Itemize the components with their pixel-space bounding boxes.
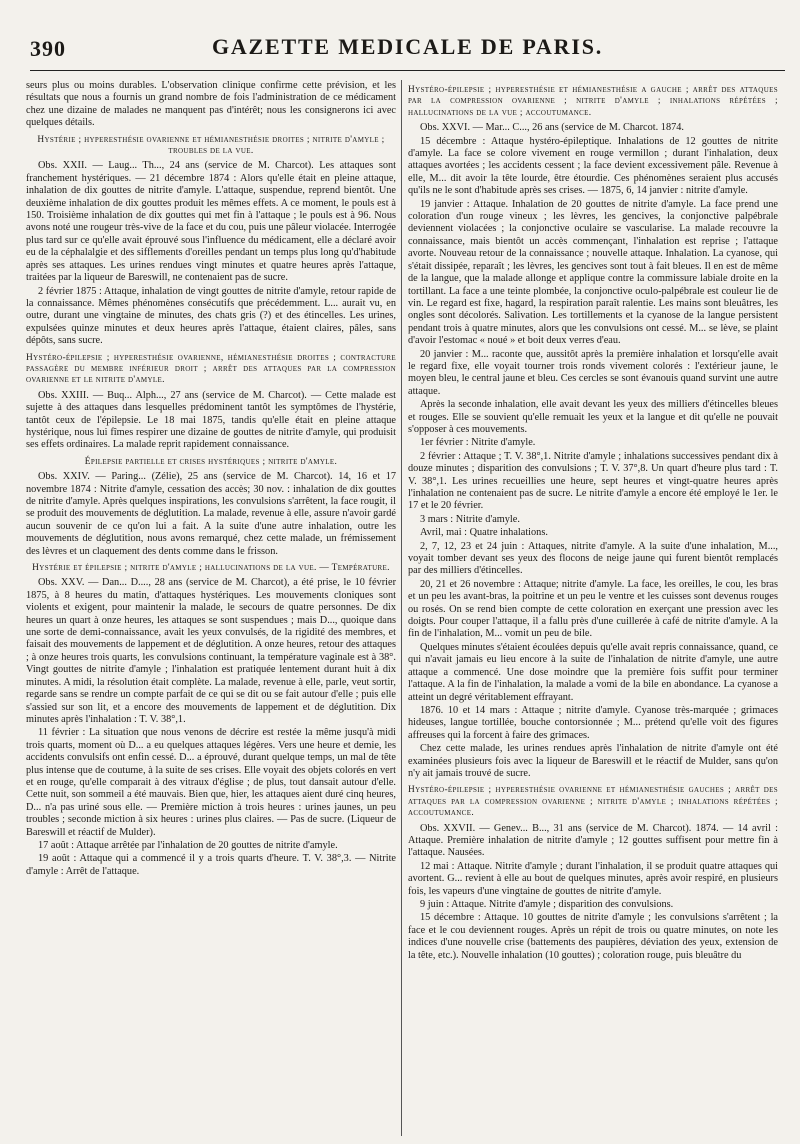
section-heading: Hystérie et épilepsie ; nitrite d'amyle ; hallucinations de la vue. — Température. — [32, 563, 390, 574]
section-heading: Hystéro-épilepsie ; hyperesthésie et hémianesthésie a gauche ; arrêt des attaques par la compression ovarienne ; nitrite d'amyle ; inhalations répétées ; hallucinations de la vue ; accoutumance. — [408, 85, 778, 118]
paragraph: Obs. XXV. — Dan... D...., 28 ans (service de M. Charcot), a été prise, le 10 février 1875, à 8 heures du matin, d'attaques hystériques. Les mouvements cloniques sont violents et exigent, pour maintenir la malade, le secours de quatre personnes. De dix heures un quart à onze heures, les attaques se sont suspendues ; mais D..., quoique dans une sorte de demi-connaissance, avait les yeux convulsés, de la rigidité des membres, et faisait des mouvements de lappement et de déglutition. A onze heures, retour des attaques ; à onze heures trois quarts, les convulsions continuant, la température vaginale est à 38°. Vingt gouttes de nitrite d'amyle ; l'inhalation est pratiquée lentement durant huit à dix minutes. A midi, la résolution était complète. La malade, revenue à elle, parle, veut sortir, regarde sans se rendre un compte parfait de ce qui se dit ou se fait autour d'elle ; puis elle s'assied sur son lit, et a encore des mouvements de lappement et de déglutition. Dix minutes après l'inhalation : T. V. 38°,1. — [26, 577, 396, 725]
paragraph: Obs. XXIII. — Buq... Alph..., 27 ans (service de M. Charcot). — Cette malade est sujette à des attaques dans lesquelles prédominent tantôt les symptômes de l'hystérie, tantôt ceux de l'épilepsie. Le 18 mai 1875, tandis qu'elle était en pleine attaque hystérique, nous lui fîmes respirer une dizaine de gouttes de nitrite d'amyle, qui produisit ses effets ordinaires. La malade reprit rapidement connaissance. — [26, 389, 396, 451]
paragraph: 20 janvier : M... raconte que, aussitôt après la première inhalation et lorsqu'elle avait le regard fixe, elle voyait tourner trois ronds vivement colorés : l'extérieur jaune, le moyen bleu, le central jaune et bleu. Ces cercles se sont évanouis quand survint une autre attaque. — [408, 348, 778, 397]
right-column — [408, 80, 778, 1140]
paragraph: Quelques minutes s'étaient écoulées depuis qu'elle avait repris connaissance, quand, ce qui n'avait jamais eu lieu encore à la suite de l'inhalation de nitrite d'amyle, une autre attaque a commencé. Une dose moindre que la première fois suffit pour terminer l'attaque. A la fin de l'inhalation, la malade a vomi de la bile en abondance. La cyanose a atteint un degré véritablement effrayant. — [408, 641, 778, 703]
paragraph: 15 décembre : Attaque. 10 gouttes de nitrite d'amyle ; les convulsions s'arrêtent ; la face et le cou deviennent rouges. Après un répit de trois ou quatre minutes, on note les indices d'une nouvelle crise (battements des paupières, déviation des yeux, extension de la tête, etc.). Nouvelle inhalation (10 gouttes) ; coloration rouge, puis bleuâtre du — [408, 912, 778, 961]
paragraph: 19 août : Attaque qui a commencé il y a trois quarts d'heure. T. V. 38°,3. — Nitrite d'amyle : Arrêt de l'attaque. — [26, 853, 396, 877]
paragraph: 11 février : La situation que nous venons de décrire est restée la même jusqu'à midi trois quarts, moment où D... a eu quelques attaques légères. Vers une heure et demie, les accidents convulsifs ont enfin cessé. D... a éprouvé, durant quelque temps, un mal de tête plus intense que de coutume, à la suite de ses crises. Elle voyait des objets colorés en vert et en rouge, qu'elle comparait à des vitraux d'église ; de plus, tout dansait autour d'elle. Cette nuit, son sommeil a été mauvais. Bien que, hier, les attaques aient duré cinq heures, D... n'a pas uriné sous elle. — Première miction à trois heures : urines jaunes, un peu troubles ; seconde miction à six heures : urines plus claires. — Pas de sucre. (Liqueur de Bareswill et réactif de Mulder). — [26, 727, 396, 838]
paragraph: Obs. XXIV. — Paring... (Zélie), 25 ans (service de M. Charcot). 14, 16 et 17 novembre 1874 : Nitrite d'amyle, cessation des accès; 30 nov. : inhalation de dix gouttes de nitrite d'amyle. Après quelques inspirations, les convulsions s'arrêtent, la face rougit, il se produit des mouvements de déglutition. La malade, revenue à elle, assure n'avoir gardé aucun souvenir de ce qu'on lui a fait. A la suite d'une autre inhalation, outre les mouvements de déglutition, nous avons remarqué, chez cette malade, un frémissement des lèvres et un claquement des dents comme dans le frisson. — [26, 471, 396, 557]
paragraph: 9 juin : Attaque. Nitrite d'amyle ; disparition des convulsions. — [420, 899, 674, 910]
page-header — [30, 20, 785, 71]
paragraph: 20, 21 et 26 novembre : Attaque; nitrite d'amyle. La face, les oreilles, le cou, les bras et un peu les avant-bras, la poitrine et un peu le ventre et les cuisses sont devenus rouges ou rosés. On se rend bien compte de cette coloration en exerçant une pression avec les doigts. Pour couper l'attaque, il a fallu près d'une cuillerée à café de nitrite d'amyle. A la fin de l'inhalation, M... vomit un peu de bile. — [408, 578, 778, 640]
paragraph: Obs. XXVI. — Mar... C..., 26 ans (service de M. Charcot. 1874. — [420, 122, 684, 134]
section-heading: Hystéro-épilepsie ; hyperesthésie ovarienne, hémianesthésie droites ; contracture passagère du membre inférieur droit ; arrêt des attaques par la compression ovarienne et le nitrite d'amyle. — [26, 352, 396, 386]
left-column — [26, 80, 396, 1140]
section-heading: Hystéro-épilepsie ; hyperesthésie ovarienne et hémianesthésie gauches ; arrêt des attaques par la compression ovarienne ; nitrite d'amyle ; inhalations répétées ; accoutumance. — [408, 785, 778, 819]
column-divider — [401, 80, 402, 1136]
paragraph: 19 janvier : Attaque. Inhalation de 20 gouttes de nitrite d'amyle. La face prend une coloration d'un rouge vineux ; les lèvres, les gencives, la conjonctive palpébrale deviennent violacées ; la conjonctive oculaire se vascularise. La malade recouvre la connaissance, mais bientôt un accès commençant, l'inhalation est reprise ; l'attaque avorte. Nouveau retour de la connaissance ; nouvelle attaque. Inhalation. La cyanose, qui s'était dissipée, reparaît ; les lèvres, les gencives sont tout à fait bleues. Il en est de même de la langue, que la malade allonge et applique contre la commissure labiale droite en la tortillant. La face a une teinte plombée, la conjonctive oculo-palpébrale est couleur lie de vin. Le regard est fixe, hagard, la respiration paraît ralentie. Les mains sont bleuâtres, les ongles sont décolorés. Salivation. Les tortillements et la cyanose de la langue persistent pendant trois à quatre minutes, alors que les convulsions ont cessé. M... se lève, se plaint d'avoir l'estomac « noué » et boit deux verres d'eau. — [408, 198, 778, 347]
paragraph: 3 mars : Nitrite d'amyle. — [420, 513, 520, 525]
paragraph: Après la seconde inhalation, elle avait devant les yeux des milliers d'étincelles bleues et rouges. Elle se souvient qu'elle remuait les yeux et la langue et dit qu'elle ne pouvait s'opposer à ces mouvements. — [408, 399, 778, 435]
paragraph: Avril, mai : Quatre inhalations. — [420, 527, 548, 539]
page-number: 390 — [30, 36, 66, 61]
paragraph: 2 février : Attaque ; T. V. 38°,1. Nitrite d'amyle ; inhalations successives pendant dix à douze minutes ; disparition des convulsions ; T. V. 37°,8. Un quart d'heure plus tard : T. V. 38°,1. Les urines recueillies une heure, sept heures et vingt-quatre heures après l'inhalation ne contenaient pas de sucre. Le nitrite d'amyle a encore été employé le 1er. le 17 et le 20 février. — [408, 450, 778, 512]
paragraph: 1876. 10 et 14 mars : Attaque ; nitrite d'amyle. Cyanose très-marquée ; grimaces hideuses, langue tortillée, bouche contorsionnée ; M... prétend qu'elle voit des figures affreuses qui la forcent à faire des grimaces. — [408, 704, 778, 741]
paragraph: 12 mai : Attaque. Nitrite d'amyle ; durant l'inhalation, il se produit quatre attaques qui avortent. G... revient à elle au bout de quelques minutes, après avoir respiré, en plusieurs fois, les vapeurs d'une vingtaine de gouttes de nitrite d'amyle. — [408, 860, 778, 897]
paragraph: 2, 7, 12, 23 et 24 juin : Attaques, nitrite d'amyle. A la suite d'une inhalation, M..., voyait tomber devant ses yeux des flocons de neige jaune qui furent bientôt remplacés par des milliers d'étincelles. — [408, 540, 778, 577]
paragraph: 15 décembre : Attaque hystéro-épileptique. Inhalations de 12 gouttes de nitrite d'amyle. La face se colore vivement en rouge vermillon ; durant l'inhalation, deux attaques avortées ; les accidents cessent ; la face devient excessivement pâle. Revenue à elle, M... dit avoir la tête lourde, être étourdie. Ces phénomènes seraient plus accusés qu'ils ne le sont d'habitude après ses crises. — 1875, 6, 14 janvier : nitrite d'amyle. — [408, 135, 778, 197]
paragraph: 17 août : Attaque arrêtée par l'inhalation de 20 gouttes de nitrite d'amyle. — [38, 839, 338, 851]
paragraph: Chez cette malade, les urines rendues après l'inhalation de nitrite d'amyle ont été examinées plusieurs fois avec la liqueur de Bareswill et le réactif de Mulder, sans qu'on n'y ait jamais trouvé de sucre. — [408, 743, 778, 779]
section-heading: Hystérie ; hyperesthésie ovarienne et hémianesthésie droites ; nitrite d'amyle ; troubles de la vue. — [37, 134, 385, 157]
running-title: GAZETTE MEDICALE DE PARIS. — [211, 34, 604, 59]
paragraph: Obs. XXII. — Laug... Th..., 24 ans (service de M. Charcot). Les attaques sont franchement hystériques. — 21 décembre 1874 : Alors qu'elle était en pleine attaque, inhalation de dix gouttes de nitrite d'amyle. L'attaque, suspendue, reprend bientôt. Une deuxième inhalation de dix gouttes produit les mêmes effets. A ce moment, le pouls est à 150. Troisième inhalation de dix gouttes qui met fin à l'attaque ; le pouls est à 96. Nous avons noté une rougeur très-vive de la face et du cou, puis une pâleur violacée. Interrogée plus tard sur ce qu'elle avait éprouvé sous l'influence du médicament, elle a déclaré avoir eu de la céphalalgie et des sifflements d'oreilles pendant un temps plus long qu'd'habitude après ses attaques. Les urines rendues vingt minutes et quatre heures après l'attaque, traitées par la liqueur de Bareswill, ne contenaient pas de sucre. — [26, 160, 396, 284]
section-heading: Épilepsie partielle et crises hystériques ; nitrite d'amyle. — [84, 456, 338, 467]
paragraph: Obs. XXVII. — Genev... B..., 31 ans (service de M. Charcot). 1874. — 14 avril : Attaque. Première inhalation de nitrite d'amyle ; 12 gouttes suffisent pour mettre fin à l'attaque. Nausées. — [408, 822, 778, 859]
paragraph: 1er février : Nitrite d'amyle. — [420, 437, 536, 449]
paragraph: 2 février 1875 : Attaque, inhalation de vingt gouttes de nitrite d'amyle, retour rapide de la connaissance. Mêmes phénomènes consécutifs que précédemment. L... aurait vu, en outre, durant une vingtaine de minutes, des chats gris (?) et des étincelles. Les urines, expulsées quinze minutes et deux heures après l'attaque, étaient claires, pâles, sans dépôts, sans sucre. — [26, 285, 396, 347]
paragraph: seurs plus ou moins durables. L'observation clinique confirme cette prévision, et les résultats que nous a fournis un grand nombre de fois l'administration de ce médicament chez une dizaine de malades ne manquent pas d'intérêt; nous les consignerons ici avec quelques détails. — [26, 80, 396, 129]
